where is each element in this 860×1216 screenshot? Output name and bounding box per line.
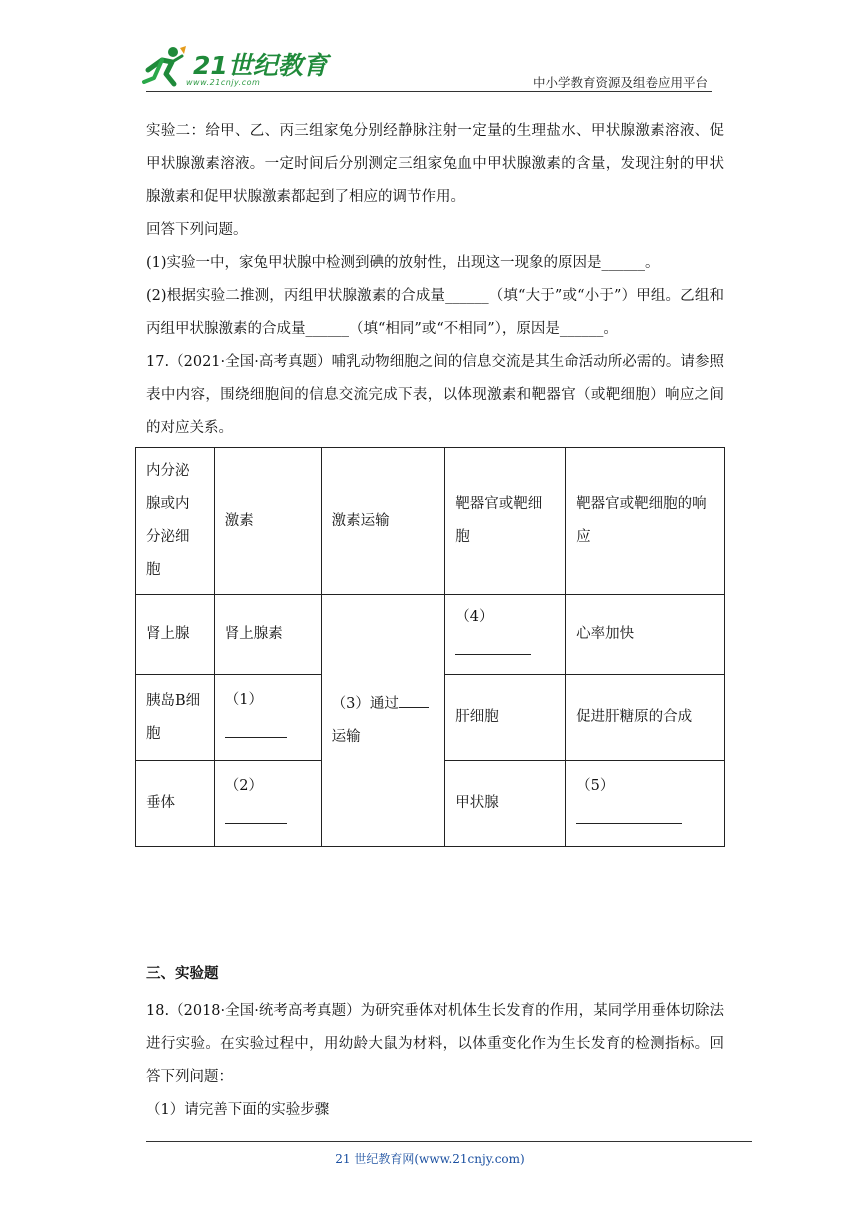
cell-response: 促进肝糖原的合成 — [566, 675, 725, 761]
logo-text: 21世纪教育 — [193, 51, 328, 80]
cell-gland: 垂体 — [136, 761, 215, 847]
header-response: 靶器官或靶细胞的响应 — [566, 448, 725, 595]
logo-url: www.21cnjy.com — [186, 78, 261, 87]
cell-hormone: 肾上腺素 — [214, 595, 321, 675]
question-1: (1)实验一中，家兔甲状腺中检测到碘的放射性，出现这一现象的原因是______。 — [146, 255, 660, 271]
cell-target: 甲状腺 — [445, 761, 566, 847]
answer-blank-2[interactable] — [225, 803, 287, 824]
answer-blank-5[interactable] — [576, 803, 682, 824]
experiment-two-paragraph: 实验二：给甲、乙、丙三组家兔分别经静脉注射一定量的生理盐水、甲状腺激素溶液、促甲状腺激素溶液。一定时间后分别测定三组家兔血中甲状腺激素的含量，发现注射的甲状腺激素和促甲状腺激素都起到了相应的调节作用。 — [146, 123, 724, 205]
section-title: 三、实验题 — [146, 966, 219, 982]
table-row — [136, 595, 725, 675]
blank-label-2: （2） — [224, 778, 263, 794]
cell-transport — [321, 595, 445, 847]
question-18-stem: 18.（2018·全国·统考高考真题）为研究垂体对机体生长发育的作用，某同学用垂体切除法进行实验。在实验过程中，用幼龄大鼠为材料，以体重变化作为生长发育的检测指标。回答下列问题： — [146, 1003, 724, 1085]
header-target: 靶器官或靶细胞 — [445, 448, 566, 595]
blank-label-1: （1） — [224, 692, 263, 708]
cell-gland: 肾上腺 — [136, 595, 215, 675]
footer-divider — [146, 1141, 752, 1142]
header-transport: 激素运输 — [321, 448, 445, 595]
cell-hormone — [214, 761, 321, 847]
transport-suffix: 运输 — [331, 729, 361, 745]
cell-target: 肝细胞 — [445, 675, 566, 761]
cell-target — [445, 595, 566, 675]
cell-hormone — [214, 675, 321, 761]
answer-blank-3[interactable] — [399, 687, 429, 708]
page-header — [0, 0, 860, 100]
hormone-signal-table — [135, 447, 725, 847]
question-17-stem: 17.（2021·全国·高考真题）哺乳动物细胞之间的信息交流是其生命活动所必需的。请参照表中内容，围绕细胞间的信息交流完成下表，以体现激素和靶器官（或靶细胞）响应之间的对应关系。 — [146, 354, 724, 436]
blank-label-5: （5） — [576, 778, 615, 794]
header-divider — [146, 91, 712, 92]
cell-response: 心率加快 — [566, 595, 725, 675]
footer-text: 21 世纪教育网(www.21cnjy.com) — [335, 1152, 525, 1166]
table-header-row — [136, 448, 725, 595]
question-18-part-1: （1）请完善下面的实验步骤 — [146, 1102, 330, 1118]
header-platform-text: 中小学教育资源及组卷应用平台 — [532, 75, 708, 90]
question-18-block — [146, 995, 724, 1127]
answer-blank-1[interactable] — [225, 717, 287, 738]
runner-logo-icon — [140, 44, 188, 90]
blank-label-4: （4） — [455, 609, 494, 625]
question-2: (2)根据实验二推测，丙组甲状腺激素的合成量______（填“大于”或“小于”）甲组。乙组和丙组甲状腺激素的合成量______（填“相同”或“不相同”），原因是______。 — [146, 288, 724, 337]
answer-blank-4[interactable] — [455, 634, 531, 655]
answer-prompt: 回答下列问题。 — [146, 222, 248, 238]
question-text-block — [146, 115, 724, 445]
cell-response — [566, 761, 725, 847]
cell-gland: 胰岛B细胞 — [136, 675, 215, 761]
transport-prefix: （3）通过 — [331, 696, 399, 712]
header-gland: 内分泌腺或内分泌细胞 — [136, 448, 215, 595]
header-hormone: 激素 — [214, 448, 321, 595]
